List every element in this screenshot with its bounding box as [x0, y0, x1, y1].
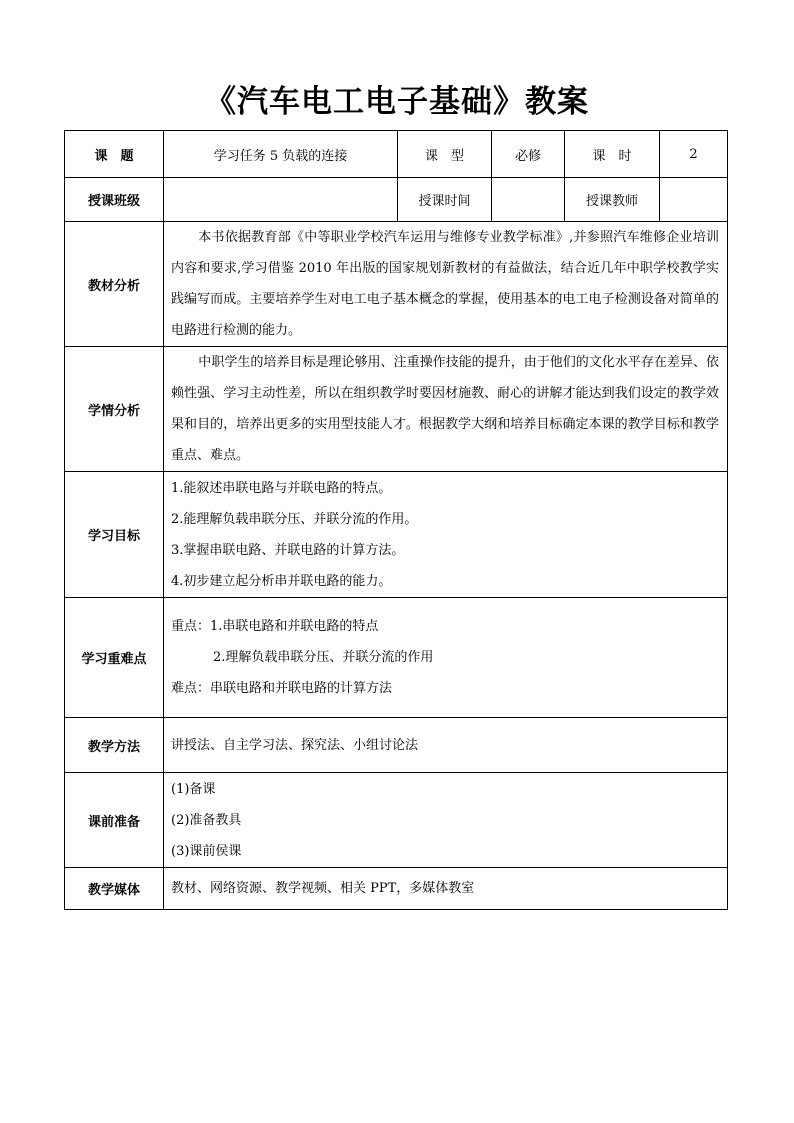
document-title: 《汽车电工电子基础》教案 — [205, 84, 589, 120]
table-row-preparation — [65, 773, 728, 868]
key-points-content — [164, 598, 728, 718]
key-point-line: 2.理解负载串联分压、并联分流的作用 — [213, 650, 434, 665]
objective-item: 4.初步建立起分析串并联电路的能力。 — [171, 573, 392, 589]
preparation-item: (2)准备教具 — [171, 812, 242, 828]
objectives-label: 学习目标 — [65, 472, 164, 598]
table-row-methods — [65, 718, 728, 773]
media-content — [164, 868, 728, 910]
media-label: 教学媒体 — [65, 868, 164, 910]
time-value — [492, 178, 565, 222]
table-row-topic — [65, 131, 728, 178]
table-row-media — [65, 868, 728, 910]
time-label: 授课时间 — [398, 178, 492, 222]
table-row-material — [65, 222, 728, 347]
methods-text: 讲授法、自主学习法、探究法、小组讨论法 — [171, 737, 419, 753]
methods-content — [164, 718, 728, 773]
table-row-students — [65, 347, 728, 472]
hours-label: 课 时 — [565, 131, 660, 178]
teacher-label: 授课教师 — [565, 178, 660, 222]
preparation-content — [164, 773, 728, 868]
objective-item: 3.掌握串联电路、并联电路的计算方法。 — [171, 542, 405, 558]
teacher-value — [660, 178, 728, 222]
type-value: 必修 — [492, 131, 565, 178]
preparation-label: 课前准备 — [65, 773, 164, 868]
material-content — [164, 222, 728, 347]
methods-label: 教学方法 — [65, 718, 164, 773]
topic-label: 课 题 — [65, 131, 164, 178]
key-points-label: 学习重难点 — [65, 598, 164, 718]
key-point-line: 重点：1.串联电路和并联电路的特点 — [171, 619, 379, 634]
material-text: 本书依据教育部《中等职业学校汽车运用与维修专业教学标准》,并参照汽车维修企业培训内容和要求,学习借鉴 2010 年出版的国家规划新教材的有益做法，结合近几年中职学校教学实践编写而成。主要培养学生对电工电子基本概念的掌握，使用基本的电工电子检测设备对简单的电路进行检测的能力。 — [171, 230, 719, 338]
type-label: 课 型 — [398, 131, 492, 178]
class-value — [164, 178, 398, 222]
table-row-objectives — [65, 472, 728, 598]
media-text: 教材、网络资源、教学视频、相关 PPT，多媒体教室 — [171, 881, 475, 896]
hours-value: 2 — [660, 131, 728, 178]
students-content — [164, 347, 728, 472]
objective-item: 2.能理解负载串联分压、并联分流的作用。 — [171, 511, 418, 527]
table-row-key-points — [65, 598, 728, 718]
objective-item: 1.能叙述串联电路与并联电路的特点。 — [171, 480, 392, 496]
preparation-item: (1)备课 — [171, 781, 216, 797]
material-label: 教材分析 — [65, 222, 164, 347]
objectives-content — [164, 472, 728, 598]
topic-value: 学习任务 5 负载的连接 — [164, 131, 398, 178]
students-text: 中职学生的培养目标是理论够用、注重操作技能的提升，由于他们的文化水平存在差异、依赖性强、学习主动性差，所以在组织教学时要因材施教、耐心的讲解才能达到我们设定的教学效果和目的，培养出更多的实用型技能人才。根据教学大纲和培养目标确定本课的教学目标和教学重点、难点。 — [171, 355, 719, 463]
preparation-item: (3)课前侯课 — [171, 843, 242, 859]
students-label: 学情分析 — [65, 347, 164, 472]
table-row-class — [65, 178, 728, 222]
class-label: 授课班级 — [65, 178, 164, 222]
lesson-plan-table — [64, 130, 728, 910]
difficulty-line: 难点：串联电路和并联电路的计算方法 — [171, 681, 393, 696]
